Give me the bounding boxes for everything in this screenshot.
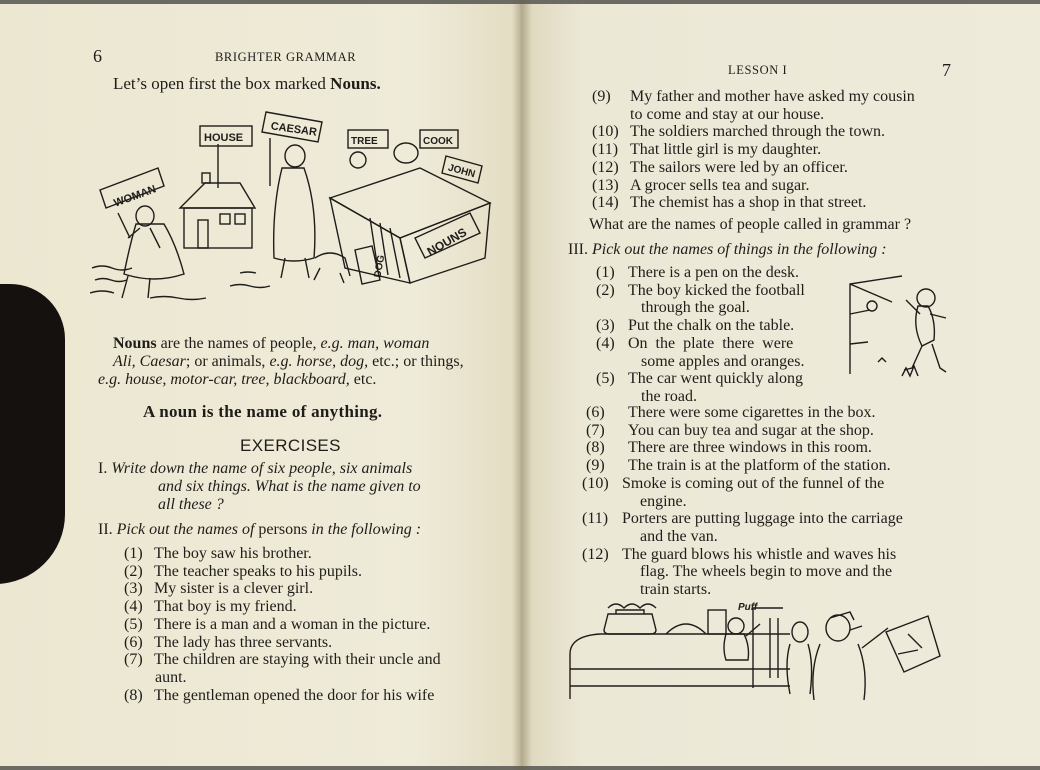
list-item: (7) The children are staying with their uncle and	[124, 651, 441, 669]
list-item: (5) There is a man and a woman in the picture.	[124, 615, 431, 633]
caesar-sign	[262, 112, 322, 278]
cook-sign	[348, 130, 388, 168]
nouns-box-illustration	[90, 108, 495, 313]
list-item: (11) Porters are putting luggage into the carriage	[582, 510, 903, 528]
exercise-3-prompt: III. Pick out the names of things in the following :	[568, 241, 887, 258]
list-item: (8) There are three windows in this room.	[586, 439, 872, 457]
exercise-1-numeral: I.	[98, 460, 108, 477]
exercise-2-list	[124, 545, 441, 704]
list-item-continuation: aunt.	[155, 668, 187, 686]
list-item: (12) The sailors were led by an officer.	[592, 158, 848, 176]
left-page	[0, 4, 520, 766]
nouns-box	[330, 168, 490, 283]
list-item-continuation: some apples and oranges.	[641, 352, 805, 370]
rule-statement: A noun is the name of anything.	[143, 402, 383, 421]
football-goal-illustration	[842, 274, 952, 389]
list-item: (1) The boy saw his brother.	[124, 545, 312, 562]
list-item: (9) My father and mother have asked my cousin	[592, 88, 915, 105]
woman-sign	[100, 168, 184, 298]
grammar-question: What are the names of people called in grammar ?	[589, 216, 912, 233]
svg-text:NOUNS: NOUNS	[424, 224, 470, 259]
intro-text: Let’s open first the box marked Nouns.	[113, 74, 381, 93]
dog-sign	[314, 246, 387, 284]
list-item: (6) The lady has three servants.	[124, 633, 333, 651]
svg-text:COOK: COOK	[423, 136, 453, 147]
list-item: (6) There were some cigarettes in the box.	[586, 404, 876, 421]
list-item: (10) The soldiers marched through the town.	[592, 123, 886, 141]
list-item: (3) My sister is a clever girl.	[124, 580, 314, 598]
list-item: (3) Put the chalk on the table.	[596, 317, 795, 335]
list-item: (1) There is a pen on the desk.	[596, 264, 800, 281]
left-running-head: BRIGHTER GRAMMAR	[215, 50, 357, 64]
left-page-number: 6	[93, 46, 102, 66]
right-running-head: LESSON I	[728, 63, 788, 77]
list-item: (7) You can buy tea and sugar at the shop.	[586, 421, 874, 439]
list-item: (8) The gentleman opened the door for his wife	[124, 686, 435, 704]
svg-text:TREE: TREE	[351, 136, 378, 147]
tree-sign	[394, 130, 458, 163]
exercise-3-list-continued	[582, 404, 903, 599]
list-item: (2) The teacher speaks to his pupils.	[124, 562, 362, 580]
svg-text:JOHN: JOHN	[446, 162, 477, 181]
right-page	[520, 4, 1040, 766]
list-item-continuation: flag. The wheels begin to move and the	[640, 563, 893, 581]
list-item: (10) Smoke is coming out of the funnel of the	[582, 474, 885, 492]
svg-text:CAESAR: CAESAR	[269, 120, 318, 139]
list-item: (9) The train is at the platform of the station.	[586, 457, 891, 475]
list-item-continuation: the road.	[641, 387, 697, 405]
list-item: (4) That boy is my friend.	[124, 598, 297, 616]
exercises-heading: EXERCISES	[240, 436, 341, 455]
house-sign	[180, 126, 255, 248]
list-item-continuation: engine.	[640, 492, 687, 510]
list-item: (2) The boy kicked the football	[596, 281, 805, 299]
list-item: (4) On the plate there were	[596, 334, 794, 352]
list-item: (5) The car went quickly along	[596, 370, 804, 388]
svg-text:HOUSE: HOUSE	[204, 132, 244, 144]
list-item-continuation: to come and stay at our house.	[630, 105, 825, 123]
list-item: (11) That little girl is my daughter.	[592, 141, 822, 159]
list-item: (14) The chemist has a shop in that street.	[592, 194, 867, 212]
book-gutter	[512, 0, 532, 770]
train-station-illustration	[568, 594, 988, 704]
list-item-continuation: and the van.	[640, 527, 718, 545]
exercise-3-list	[596, 264, 805, 406]
exercise-1: I. Write down the name of six people, six animals and six things. What is the name given to all these ?	[98, 460, 421, 513]
exercise-2-prompt: II. Pick out the names of persons in the following :	[98, 521, 422, 538]
exercise-2-list-continued	[592, 88, 915, 212]
list-item: (12) The guard blows his whistle and waves his	[582, 545, 897, 563]
thumb-shadow	[0, 284, 65, 584]
list-item: (13) A grocer sells tea and sugar.	[592, 176, 810, 194]
list-item-continuation: train starts.	[640, 581, 712, 599]
list-item-continuation: through the goal.	[641, 299, 750, 317]
definition-paragraph: Nouns are the names of people, e.g. man, woman Ali, Caesar; or animals, e.g. horse, dog, etc.; or things, e.g. house, motor-car, tree, blackboard, etc.	[98, 335, 464, 388]
svg-text:WOMAN: WOMAN	[112, 183, 158, 210]
svg-text:Puff: Puff	[738, 602, 758, 613]
svg-text:DOG: DOG	[372, 254, 388, 279]
right-page-number: 7	[942, 60, 951, 80]
john-sign	[442, 156, 482, 183]
